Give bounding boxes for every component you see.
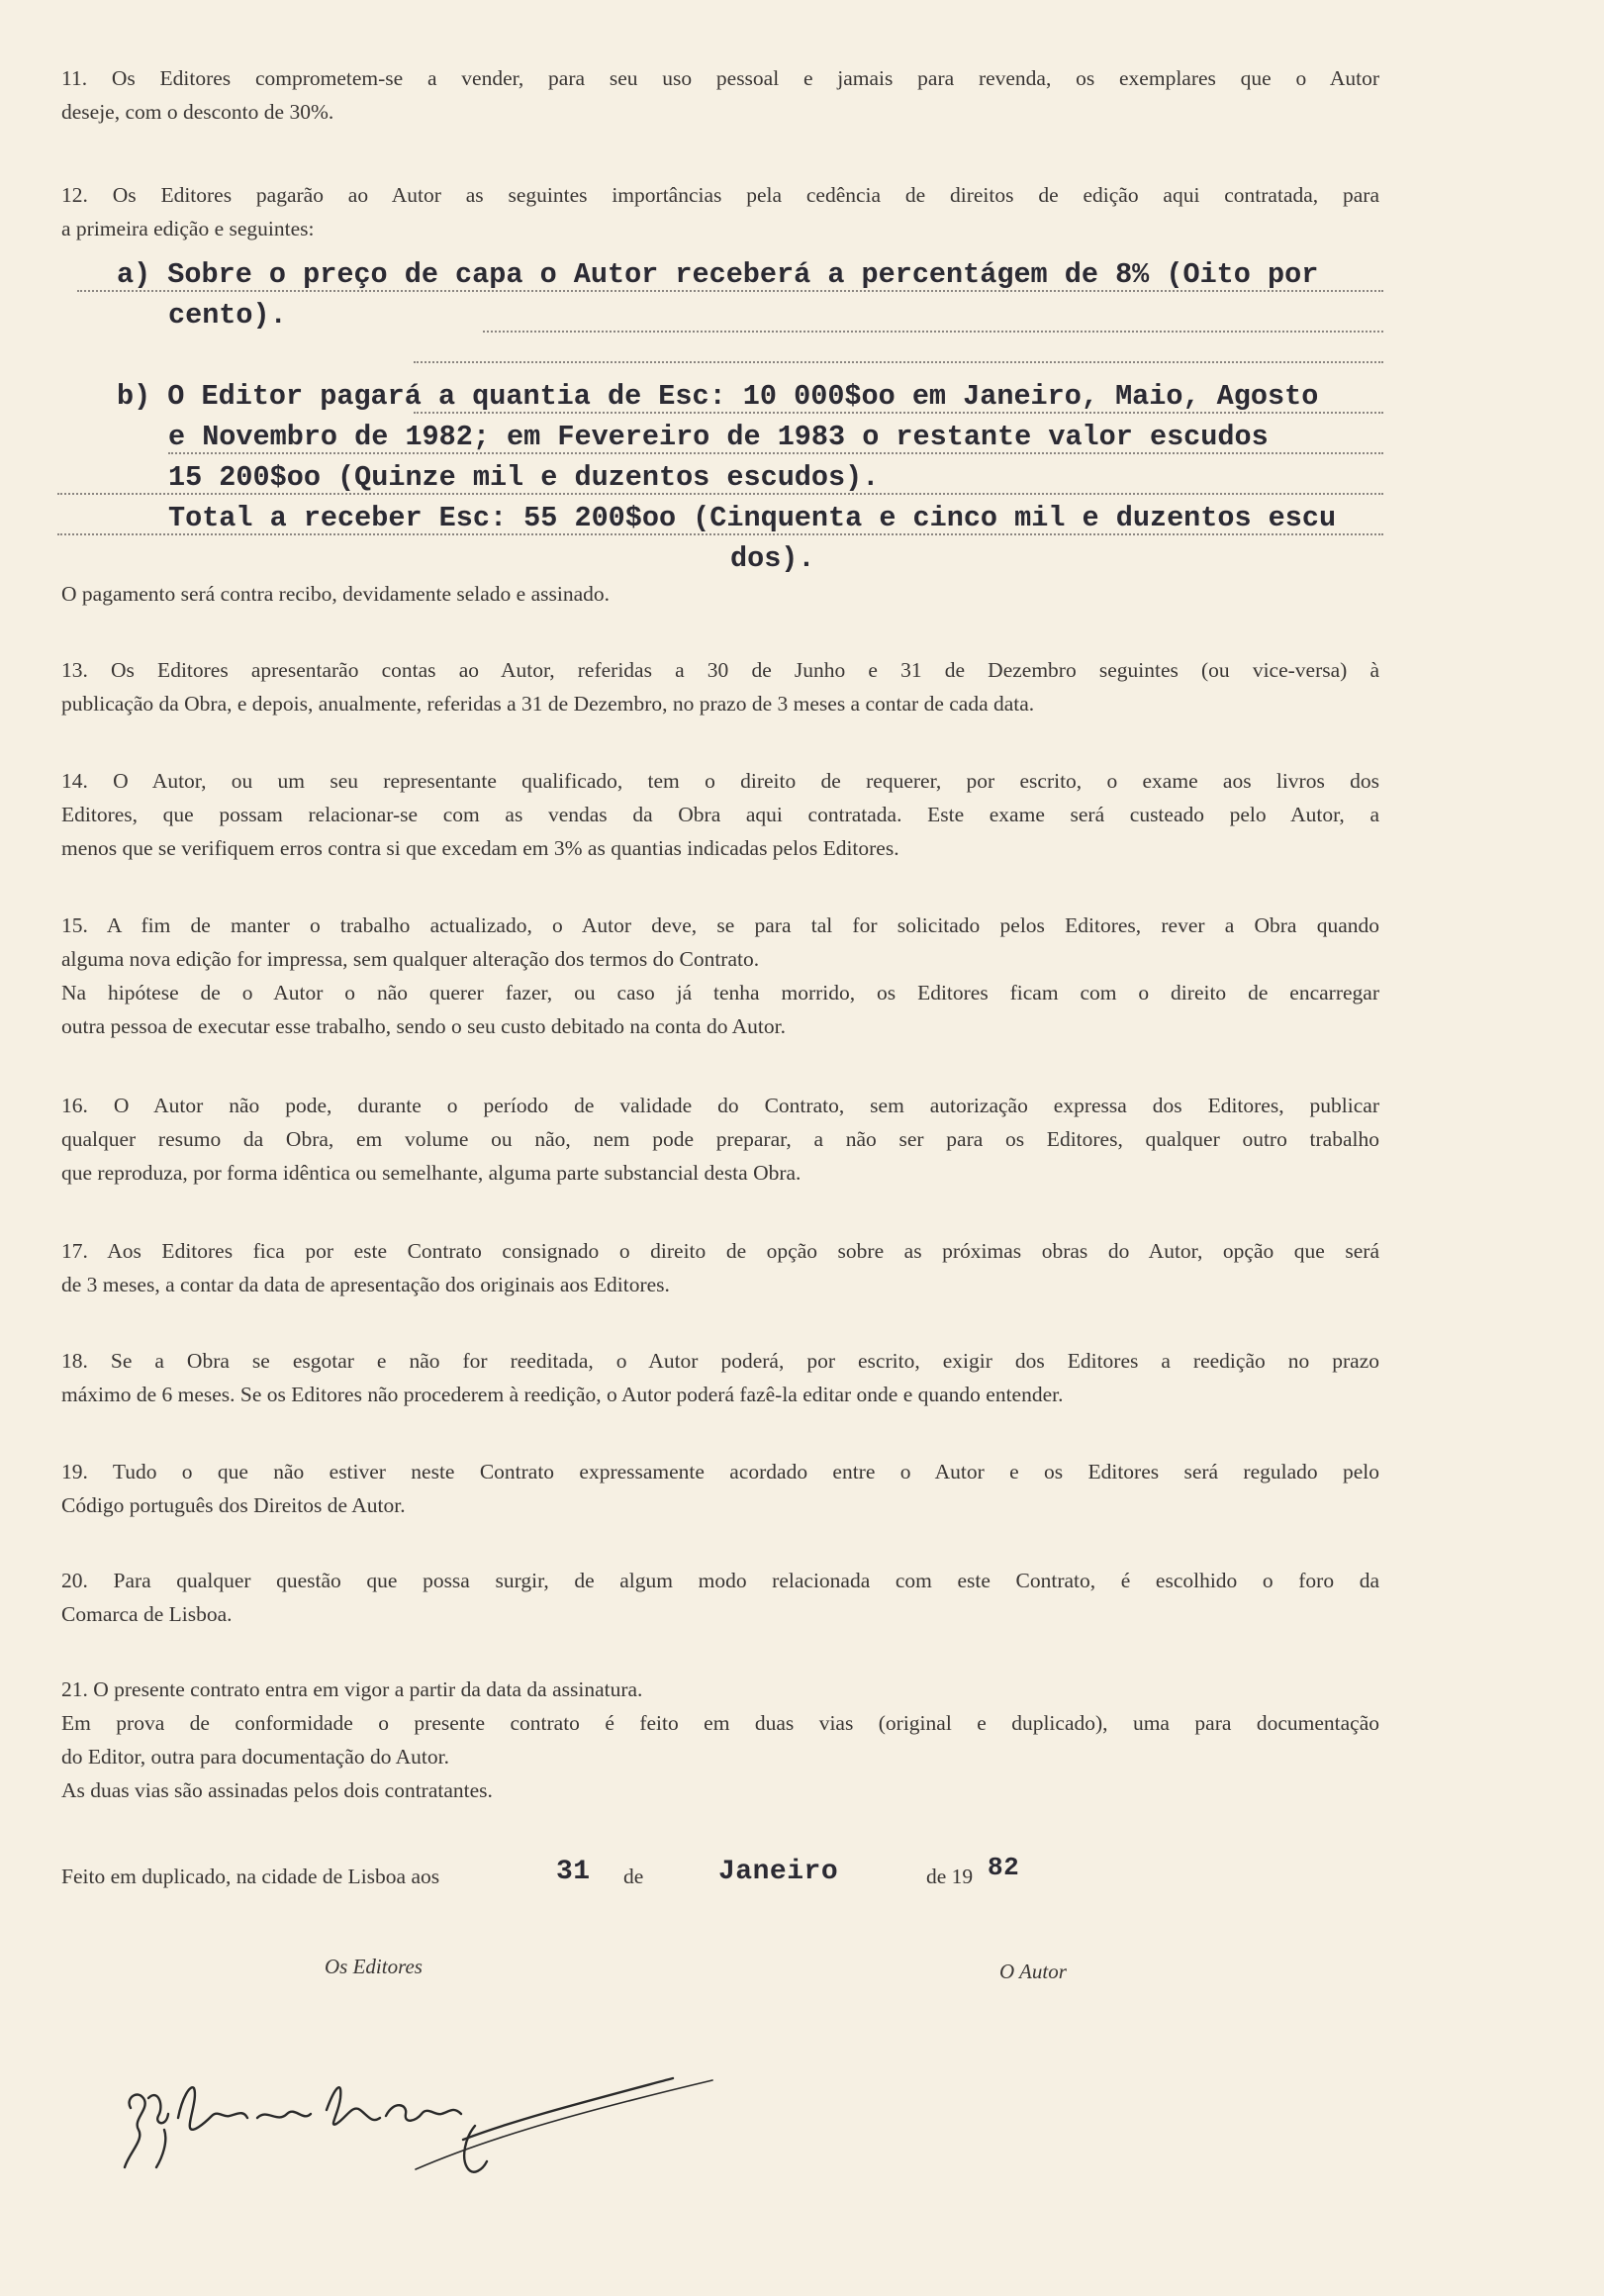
clause-16 [61, 1089, 1379, 1190]
clause-18-line-2: máximo de 6 meses. Se os Editores não procederem à reedição, o Autor poderá fazê-la editar onde e quando entender. [61, 1383, 1064, 1406]
clause-21-line-3: do Editor, outra para documentação do Autor. [61, 1745, 449, 1769]
clause-11-line-2: deseje, com o desconto de 30%. [61, 100, 334, 124]
clause-16-line-3: que reproduza, por forma idêntica ou semelhante, alguma parte substancial desta Obra. [61, 1161, 802, 1185]
clause-14 [61, 764, 1379, 865]
clause-12-line-1: 12. Os Editores pagarão ao Autor as seguintes importâncias pela cedência de direitos de edição aqui contratada, para [61, 183, 1379, 207]
clause-14-line-1: 14. O Autor, ou um seu representante qualificado, tem o direito de requerer, por escrito, o exame aos livros dos [61, 769, 1379, 793]
clause-13-line-2: publicação da Obra, e depois, anualmente, referidas a 31 de Dezembro, no prazo de 3 meses a contar de cada data. [61, 692, 1035, 716]
closing-day: 31 [556, 1857, 591, 1887]
closing-de-2: de 19 [926, 1865, 974, 1888]
clause-20 [61, 1564, 1379, 1631]
term-b-line-3 [117, 458, 1383, 499]
clause-15-line-4: outra pessoa de executar esse trabalho, sendo o seu custo debitado na conta do Autor. [61, 1014, 786, 1038]
clause-11 [61, 61, 1379, 129]
clause-16-line-2: qualquer resumo da Obra, em volume ou não, nem pode preparar, a não ser para os Editores, qualquer outro trabalho [61, 1127, 1379, 1151]
clause-16-line-1: 16. O Autor não pode, durante o período de validade do Contrato, sem autorização expressa dos Editores, publicar [61, 1094, 1379, 1117]
clause-18-line-1: 18. Se a Obra se esgotar e não for reeditada, o Autor poderá, por escrito, exigir dos Editores a reedição no prazo [61, 1349, 1379, 1373]
term-b-text-3: 15 200$oo (Quinze mil e duzentos escudos). [168, 461, 880, 494]
clause-15-line-3: Na hipótese de o Autor o não querer fazer, ou caso já tenha morrido, os Editores ficam com o direito de encarregar [61, 981, 1379, 1004]
author-signature-label: O Autor [999, 1960, 1067, 1983]
term-b-text-4: Total a receber Esc: 55 200$oo (Cinquenta e cinco mil e duzentos escu [168, 502, 1337, 534]
clause-12-payment-note: O pagamento será contra recibo, devidamente selado e assinado. [61, 582, 611, 606]
clause-12 [61, 178, 1379, 245]
term-b-line-1 [117, 377, 1383, 418]
clause-21-line-2: Em prova de conformidade o presente contrato é feito em duas vias (original e duplicado), uma para documentação [61, 1711, 1379, 1735]
term-b-line-2 [117, 418, 1383, 458]
clause-11-line-1: 11. Os Editores comprometem-se a vender, para seu uso pessoal e jamais para revenda, os exemplares que o Autor [61, 66, 1379, 90]
clause-21 [61, 1673, 1379, 1807]
clause-13 [61, 653, 1379, 720]
term-b-text-1: b) O Editor pagará a quantia de Esc: 10 000$oo em Janeiro, Maio, Agosto [117, 380, 1319, 413]
clause-18 [61, 1344, 1379, 1411]
closing-prefix: Feito em duplicado, na cidade de Lisboa aos [61, 1865, 440, 1888]
closing-de-1: de [623, 1865, 644, 1888]
clause-19-line-1: 19. Tudo o que não estiver neste Contrato expressamente acordado entre o Autor e os Editores será regulado pelo [61, 1460, 1379, 1483]
clause-17-line-2: de 3 meses, a contar da data de apresentação dos originais aos Editores. [61, 1273, 670, 1296]
clause-12-line-2: a primeira edição e seguintes: [61, 217, 315, 240]
closing-date-line [61, 1851, 1150, 1894]
clause-17 [61, 1234, 1379, 1301]
editors-signature-label: Os Editores [325, 1955, 423, 1978]
clause-17-line-1: 17. Aos Editores fica por este Contrato consignado o direito de opção sobre as próximas obras do Autor, opção que será [61, 1239, 1379, 1263]
clause-21-line-1: 21. O presente contrato entra em vigor a partir da data da assinatura. [61, 1677, 643, 1701]
closing-year-suffix: 82 [988, 1853, 1020, 1882]
clause-12-footer [61, 577, 1379, 611]
term-a-line-1 [117, 255, 1383, 296]
term-a-line-2 [117, 296, 1383, 336]
closing-month: Janeiro [718, 1857, 839, 1887]
editor-handwritten-signature [119, 2058, 732, 2187]
clause-15-line-1: 15. A fim de manter o trabalho actualizado, o Autor deve, se para tal for solicitado pelos Editores, rever a Obra quando [61, 913, 1379, 937]
clause-21-line-4: As duas vias são assinadas pelos dois contratantes. [61, 1778, 493, 1802]
clause-13-line-1: 13. Os Editores apresentarão contas ao Autor, referidas a 30 de Junho e 31 de Dezembro seguintes (ou vice-versa) à [61, 658, 1379, 682]
clause-15-line-2: alguma nova edição for impressa, sem qualquer alteração dos termos do Contrato. [61, 947, 760, 971]
term-b-text-2: e Novembro de 1982; em Fevereiro de 1983 o restante valor escudos [168, 421, 1269, 453]
term-b-line-4 [117, 499, 1383, 539]
term-b-text-5: dos). [730, 542, 815, 575]
clause-15 [61, 909, 1379, 1043]
term-a-text-2: cento). [168, 299, 287, 332]
clause-14-line-3: menos que se verifiquem erros contra si que excedam em 3% as quantias indicadas pelos Editores. [61, 836, 899, 860]
clause-14-line-2: Editores, que possam relacionar-se com as vendas da Obra aqui contratada. Este exame será custeado pelo Autor, a [61, 803, 1379, 826]
blank-ruled-line [117, 336, 1383, 367]
clause-19-line-2: Código português dos Direitos de Autor. [61, 1493, 406, 1517]
clause-12-typed-terms [117, 255, 1383, 580]
term-a-text-1: a) Sobre o preço de capa o Autor receberá a percentágem de 8% (Oito por [117, 258, 1319, 291]
clause-19 [61, 1455, 1379, 1522]
clause-20-line-1: 20. Para qualquer questão que possa surgir, de algum modo relacionada com este Contrato, é escolhido o foro da [61, 1569, 1379, 1592]
term-b-line-5 [117, 539, 1383, 580]
clause-20-line-2: Comarca de Lisboa. [61, 1602, 233, 1626]
